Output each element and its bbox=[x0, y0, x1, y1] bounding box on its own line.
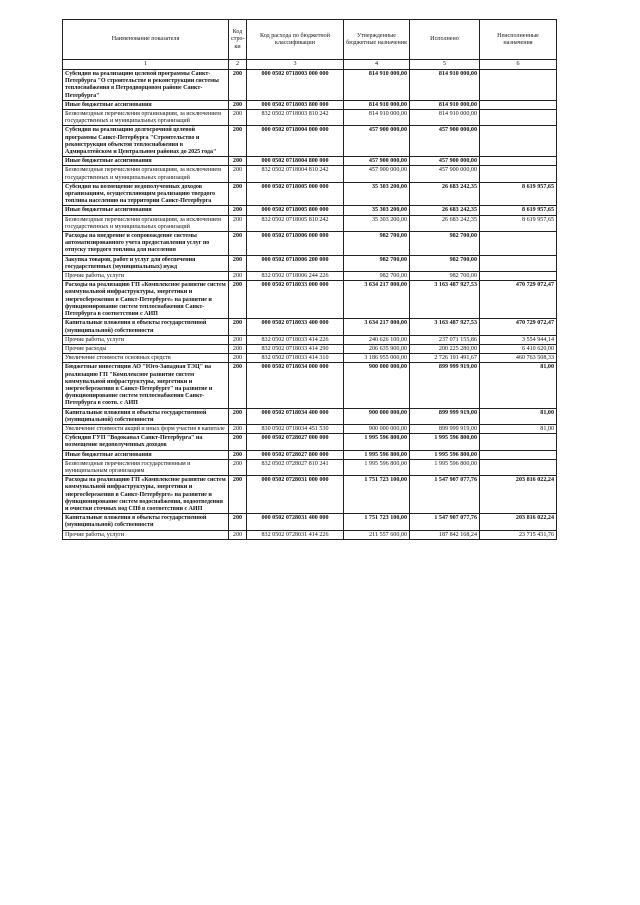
row-line-code: 200 bbox=[229, 408, 247, 424]
table-row bbox=[63, 110, 557, 126]
row-line-code: 200 bbox=[229, 363, 247, 408]
row-name: Безвозмездные перечисления государственным и муниципальным организациям bbox=[63, 459, 229, 475]
row-unexecuted: 3 554 944,14 bbox=[480, 335, 557, 344]
row-line-code: 200 bbox=[229, 100, 247, 109]
table-row bbox=[63, 126, 557, 157]
row-budget-code: 832 0502 0718003 810 242 bbox=[247, 110, 344, 126]
row-unexecuted: 81,00 bbox=[480, 363, 557, 408]
row-name: Расходы на реализацию ГП «Комплексное развитие систем коммунальной инфраструктуры, энергетики и энергосбережения в Санкт-Петербурге» на развитие и функционирование систем теплоснабжения Санкт-Петербурга в соответствии с АИП bbox=[63, 281, 229, 319]
row-approved: 1 995 596 800,00 bbox=[344, 450, 410, 459]
row-approved: 814 910 000,00 bbox=[344, 110, 410, 126]
row-unexecuted bbox=[480, 126, 557, 157]
row-unexecuted bbox=[480, 100, 557, 109]
row-name: Прочие работы, услуги bbox=[63, 272, 229, 281]
column-number: 5 bbox=[410, 60, 480, 70]
column-number: 6 bbox=[480, 60, 557, 70]
row-budget-code: 832 0502 0728027 810 241 bbox=[247, 459, 344, 475]
row-budget-code: 832 0502 0718033 414 310 bbox=[247, 354, 344, 363]
row-line-code: 200 bbox=[229, 354, 247, 363]
row-approved: 3 186 955 000,00 bbox=[344, 354, 410, 363]
row-line-code: 200 bbox=[229, 434, 247, 450]
row-name: Субсидия ГУП "Водоканал Санкт-Петербурга" на возмещение недополученных доходов bbox=[63, 434, 229, 450]
row-approved: 1 995 596 800,00 bbox=[344, 459, 410, 475]
row-name: Субсидия на реализацию долгосрочной целевой программы Санкт-Петербурга "Строительство и реконструкция объектов теплоснабжения в Адмиралтейском и Центральном районах до 2025 года" bbox=[63, 126, 229, 157]
row-executed: 1 995 596 800,00 bbox=[410, 434, 480, 450]
column-number: 2 bbox=[229, 60, 247, 70]
row-executed: 814 910 000,00 bbox=[410, 70, 480, 101]
row-name: Субсидия на реализацию целевой программы Санкт-Петербурга "О строительстве и реконструкции системы теплоснабжения в Петродворцовом районе Санкт-Петербурга" bbox=[63, 70, 229, 101]
row-name: Расходы на внедрение и сопровождение системы автоматизированного учета предоставления услуг по отпуску твердого топлива для населения bbox=[63, 232, 229, 256]
row-budget-code: 832 0502 0718033 414 290 bbox=[247, 344, 344, 353]
row-name: Иные бюджетные ассигнования bbox=[63, 206, 229, 215]
row-executed: 457 900 000,00 bbox=[410, 166, 480, 182]
row-approved: 900 000 000,00 bbox=[344, 424, 410, 433]
row-budget-code: 000 0502 0718006 000 000 bbox=[247, 232, 344, 256]
row-name: Закупка товаров, работ и услуг для обеспечения государственных (муниципальных) нужд bbox=[63, 255, 229, 271]
row-approved: 3 634 217 000,00 bbox=[344, 319, 410, 335]
row-budget-code: 832 0502 0718004 810 242 bbox=[247, 166, 344, 182]
row-unexecuted bbox=[480, 157, 557, 166]
table-body bbox=[63, 70, 557, 540]
table-row bbox=[63, 354, 557, 363]
row-name: Капитальные вложения в объекты государственной (муниципальной) собственности bbox=[63, 319, 229, 335]
table-row bbox=[63, 319, 557, 335]
row-approved: 814 910 000,00 bbox=[344, 70, 410, 101]
row-name: Увеличение стоимости акций и иных форм участия в капитале bbox=[63, 424, 229, 433]
row-line-code: 200 bbox=[229, 459, 247, 475]
row-executed: 1 547 907 077,76 bbox=[410, 514, 480, 530]
row-executed: 982 700,00 bbox=[410, 272, 480, 281]
table-row bbox=[63, 182, 557, 206]
row-approved: 240 626 100,00 bbox=[344, 335, 410, 344]
row-budget-code: 000 0502 0728031 000 000 bbox=[247, 476, 344, 514]
row-executed: 814 910 000,00 bbox=[410, 110, 480, 126]
row-line-code: 200 bbox=[229, 157, 247, 166]
row-approved: 206 635 900,00 bbox=[344, 344, 410, 353]
row-unexecuted: 470 729 072,47 bbox=[480, 281, 557, 319]
table-row bbox=[63, 166, 557, 182]
row-executed: 899 999 919,00 bbox=[410, 363, 480, 408]
row-budget-code: 000 0502 0718005 800 000 bbox=[247, 206, 344, 215]
row-executed: 26 683 242,35 bbox=[410, 182, 480, 206]
row-executed: 26 683 242,35 bbox=[410, 215, 480, 231]
row-approved: 982 700,00 bbox=[344, 232, 410, 256]
row-name: Капитальные вложения в объекты государственной (муниципальной) собственности bbox=[63, 408, 229, 424]
row-budget-code: 830 0502 0718034 451 530 bbox=[247, 424, 344, 433]
column-number: 4 bbox=[344, 60, 410, 70]
row-approved: 814 910 000,00 bbox=[344, 100, 410, 109]
row-executed: 899 999 919,00 bbox=[410, 408, 480, 424]
row-line-code: 200 bbox=[229, 126, 247, 157]
table-row bbox=[63, 434, 557, 450]
row-unexecuted: 470 729 072,47 bbox=[480, 319, 557, 335]
row-name: Прочие расходы bbox=[63, 344, 229, 353]
row-name: Иные бюджетные ассигнования bbox=[63, 100, 229, 109]
row-name: Иные бюджетные ассигнования bbox=[63, 157, 229, 166]
row-unexecuted bbox=[480, 459, 557, 475]
row-unexecuted: 81,00 bbox=[480, 424, 557, 433]
header-budget-code: Код расхода по бюджетной классификации bbox=[247, 20, 344, 60]
row-unexecuted: 8 619 957,65 bbox=[480, 182, 557, 206]
row-unexecuted bbox=[480, 434, 557, 450]
row-unexecuted: 81,00 bbox=[480, 408, 557, 424]
row-executed: 237 071 155,86 bbox=[410, 335, 480, 344]
row-line-code: 200 bbox=[229, 206, 247, 215]
row-name: Бюджетные инвестиции АО "Юго-Западная ТЭЦ" на реализацию ГП "Комплексное развитие систем коммунальной инфраструктуры, энергетики и энергосбережения в Санкт-Петербурге" на развитие и функционирование систем теплоснабжения Санкт-Петербурга в соотв. с АИП bbox=[63, 363, 229, 408]
row-line-code: 200 bbox=[229, 335, 247, 344]
row-approved: 3 634 217 000,00 bbox=[344, 281, 410, 319]
row-budget-code: 832 0502 0728031 414 226 bbox=[247, 530, 344, 539]
budget-execution-table bbox=[62, 19, 557, 540]
table-row bbox=[63, 459, 557, 475]
row-name: Прочие работы, услуги bbox=[63, 530, 229, 539]
row-name: Безвозмездные перечисления организациям, за исключением государственных и муниципальных организаций bbox=[63, 166, 229, 182]
row-approved: 35 303 200,00 bbox=[344, 182, 410, 206]
table-row bbox=[63, 335, 557, 344]
row-budget-code: 832 0502 0718006 244 226 bbox=[247, 272, 344, 281]
row-executed: 3 163 487 927,53 bbox=[410, 319, 480, 335]
row-executed: 1 995 596 800,00 bbox=[410, 450, 480, 459]
row-line-code: 200 bbox=[229, 281, 247, 319]
row-name: Капитальные вложения в объекты государственной (муниципальной) собственности bbox=[63, 514, 229, 530]
row-name: Безвозмездные перечисления организациям, за исключением государственных и муниципальных организаций bbox=[63, 215, 229, 231]
row-line-code: 200 bbox=[229, 215, 247, 231]
table-row bbox=[63, 476, 557, 514]
row-budget-code: 000 0502 0728027 800 000 bbox=[247, 450, 344, 459]
header-unexecuted: Неисполненные назначения bbox=[480, 20, 557, 60]
row-executed: 982 700,00 bbox=[410, 255, 480, 271]
row-budget-code: 000 0502 0728027 000 000 bbox=[247, 434, 344, 450]
row-approved: 35 303 200,00 bbox=[344, 215, 410, 231]
table-row bbox=[63, 281, 557, 319]
row-executed: 982 700,00 bbox=[410, 232, 480, 256]
row-executed: 187 842 168,24 bbox=[410, 530, 480, 539]
row-name: Субсидия на возмещение недополученных доходов организациям, осуществляющим реализацию твердого топлива населению на территории Санкт-Петербурга bbox=[63, 182, 229, 206]
table-row bbox=[63, 344, 557, 353]
column-number: 3 bbox=[247, 60, 344, 70]
table-row bbox=[63, 255, 557, 271]
row-executed: 457 900 000,00 bbox=[410, 126, 480, 157]
row-approved: 900 000 000,00 bbox=[344, 363, 410, 408]
row-line-code: 200 bbox=[229, 530, 247, 539]
row-budget-code: 000 0502 0728031 400 000 bbox=[247, 514, 344, 530]
table-row bbox=[63, 450, 557, 459]
row-executed: 26 683 242,35 bbox=[410, 206, 480, 215]
row-approved: 900 000 000,00 bbox=[344, 408, 410, 424]
row-executed: 457 900 000,00 bbox=[410, 157, 480, 166]
row-name: Расходы на реализацию ГП «Комплексное развитие систем коммунальной инфраструктуры, энергетики и энергосбережения в Санкт-Петербурге» на развитие и функционирование систем водоснабжения, водоотведения и очистки сточных вод СПб в соответствии с АИП bbox=[63, 476, 229, 514]
table-row bbox=[63, 232, 557, 256]
row-unexecuted: 8 619 957,65 bbox=[480, 206, 557, 215]
row-line-code: 200 bbox=[229, 424, 247, 433]
header-line-code: Код стро-ки bbox=[229, 20, 247, 60]
row-approved: 1 751 723 100,00 bbox=[344, 476, 410, 514]
row-line-code: 200 bbox=[229, 514, 247, 530]
row-budget-code: 000 0502 0718004 800 000 bbox=[247, 157, 344, 166]
row-line-code: 200 bbox=[229, 476, 247, 514]
header-executed: Исполнено bbox=[410, 20, 480, 60]
row-unexecuted bbox=[480, 110, 557, 126]
table-row bbox=[63, 530, 557, 539]
header-indicator-name: Наименование показателя bbox=[63, 20, 229, 60]
header-approved: Утвержденные бюджетные назначения bbox=[344, 20, 410, 60]
row-name: Безвозмездные перечисления организациям, за исключением государственных и муниципальных организаций bbox=[63, 110, 229, 126]
row-line-code: 200 bbox=[229, 319, 247, 335]
row-budget-code: 000 0502 0718004 000 000 bbox=[247, 126, 344, 157]
row-line-code: 200 bbox=[229, 344, 247, 353]
row-unexecuted bbox=[480, 450, 557, 459]
row-budget-code: 000 0502 0718034 400 000 bbox=[247, 408, 344, 424]
row-unexecuted bbox=[480, 70, 557, 101]
row-unexecuted bbox=[480, 232, 557, 256]
row-budget-code: 832 0502 0718005 810 242 bbox=[247, 215, 344, 231]
row-line-code: 200 bbox=[229, 232, 247, 256]
row-approved: 1 751 723 100,00 bbox=[344, 514, 410, 530]
row-approved: 982 700,00 bbox=[344, 255, 410, 271]
row-name: Иные бюджетные ассигнования bbox=[63, 450, 229, 459]
row-budget-code: 000 0502 0718034 000 000 bbox=[247, 363, 344, 408]
row-executed: 899 999 919,00 bbox=[410, 424, 480, 433]
row-budget-code: 000 0502 0718006 200 000 bbox=[247, 255, 344, 271]
row-unexecuted bbox=[480, 255, 557, 271]
row-approved: 35 303 200,00 bbox=[344, 206, 410, 215]
row-unexecuted: 203 816 022,24 bbox=[480, 476, 557, 514]
row-budget-code: 000 0502 0718033 400 000 bbox=[247, 319, 344, 335]
row-unexecuted: 23 715 431,76 bbox=[480, 530, 557, 539]
row-line-code: 200 bbox=[229, 450, 247, 459]
row-executed: 2 726 191 491,67 bbox=[410, 354, 480, 363]
header-row bbox=[63, 20, 557, 60]
row-unexecuted: 203 816 022,24 bbox=[480, 514, 557, 530]
row-executed: 3 163 487 927,53 bbox=[410, 281, 480, 319]
row-approved: 457 900 000,00 bbox=[344, 126, 410, 157]
row-name: Увеличение стоимости основных средств bbox=[63, 354, 229, 363]
table-row bbox=[63, 215, 557, 231]
row-executed: 200 225 280,00 bbox=[410, 344, 480, 353]
column-number-row bbox=[63, 60, 557, 70]
table-row bbox=[63, 206, 557, 215]
row-approved: 1 995 596 800,00 bbox=[344, 434, 410, 450]
row-unexecuted: 8 619 957,65 bbox=[480, 215, 557, 231]
row-unexecuted: 6 410 620,00 bbox=[480, 344, 557, 353]
row-approved: 457 900 000,00 bbox=[344, 166, 410, 182]
row-budget-code: 000 0502 0718005 000 000 bbox=[247, 182, 344, 206]
row-unexecuted: 460 763 508,33 bbox=[480, 354, 557, 363]
row-budget-code: 832 0502 0718033 414 226 bbox=[247, 335, 344, 344]
row-approved: 211 557 600,00 bbox=[344, 530, 410, 539]
row-executed: 1 995 596 800,00 bbox=[410, 459, 480, 475]
row-line-code: 200 bbox=[229, 272, 247, 281]
row-executed: 814 910 000,00 bbox=[410, 100, 480, 109]
row-line-code: 200 bbox=[229, 182, 247, 206]
row-line-code: 200 bbox=[229, 166, 247, 182]
row-approved: 457 900 000,00 bbox=[344, 157, 410, 166]
table-row bbox=[63, 100, 557, 109]
row-name: Прочие работы, услуги bbox=[63, 335, 229, 344]
table-row bbox=[63, 514, 557, 530]
table-row bbox=[63, 424, 557, 433]
table-row bbox=[63, 272, 557, 281]
row-unexecuted bbox=[480, 166, 557, 182]
column-number: 1 bbox=[63, 60, 229, 70]
row-executed: 1 547 907 077,76 bbox=[410, 476, 480, 514]
row-line-code: 200 bbox=[229, 255, 247, 271]
row-approved: 982 700,00 bbox=[344, 272, 410, 281]
table-row bbox=[63, 70, 557, 101]
table-row bbox=[63, 363, 557, 408]
row-unexecuted bbox=[480, 272, 557, 281]
row-line-code: 200 bbox=[229, 70, 247, 101]
table-row bbox=[63, 157, 557, 166]
table-row bbox=[63, 408, 557, 424]
row-line-code: 200 bbox=[229, 110, 247, 126]
row-budget-code: 000 0502 0718033 000 000 bbox=[247, 281, 344, 319]
row-budget-code: 000 0502 0718003 800 000 bbox=[247, 100, 344, 109]
row-budget-code: 000 0502 0718003 000 000 bbox=[247, 70, 344, 101]
